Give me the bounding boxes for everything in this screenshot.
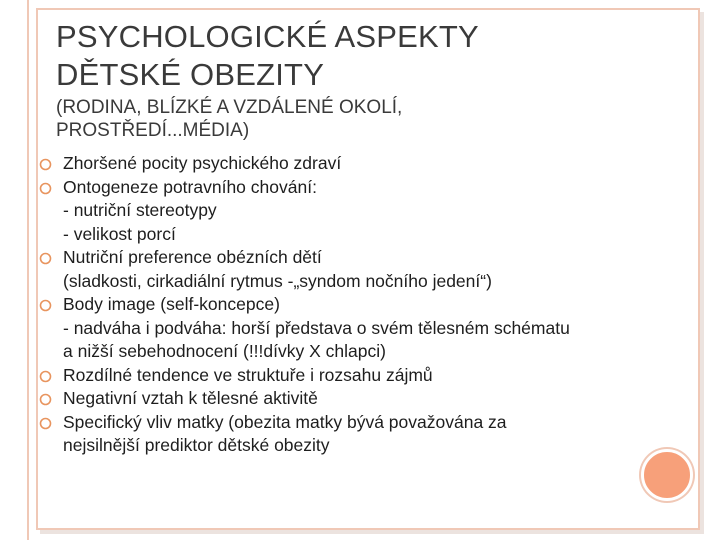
slide-title (56, 18, 676, 94)
bullet-2-line-3: - velikost porcí (63, 223, 176, 244)
circle-outline-icon (39, 299, 52, 312)
bullet-item-5 (36, 364, 666, 388)
bullet-item-7 (36, 411, 666, 458)
circle-outline-icon (39, 393, 52, 406)
bullet-4-line-2: - nadváha i podváha: horší představa o svém tělesném schématu (63, 317, 570, 338)
circle-outline-icon (39, 417, 52, 430)
bullet-4-line-1: Body image (self-koncepce) (63, 294, 280, 314)
circle-outline-icon (39, 252, 52, 265)
bullet-item-4 (36, 293, 666, 364)
bullet-item-2 (36, 176, 666, 247)
subtitle-line-1: (RODINA, BLÍZKÉ A VZDÁLENÉ OKOLÍ, (56, 97, 403, 118)
title-line-1: PSYCHOLOGICKÉ ASPEKTY (56, 19, 479, 54)
bullet-3-line-1: Nutriční preference obézních dětí (63, 247, 322, 267)
slide-subtitle (56, 96, 676, 142)
bullet-list (36, 152, 666, 458)
decorative-circle (641, 449, 693, 501)
bullet-3-line-2: (sladkosti, cirkadiální rytmus -„syndom nočního jedení“) (63, 270, 492, 291)
bullet-item-6 (36, 387, 666, 411)
bullet-5-line-1: Rozdílné tendence ve struktuře i rozsahu zájmů (63, 364, 433, 385)
bullet-4-line-3: a nižší sebehodnocení (!!!dívky X chlapci) (63, 341, 386, 361)
circle-outline-icon (39, 370, 52, 383)
bullet-2-line-2: - nutriční stereotypy (63, 200, 217, 220)
bullet-6-line-1: Negativní vztah k tělesné aktivitě (63, 388, 318, 408)
circle-outline-icon (39, 182, 52, 195)
bullet-item-1 (36, 152, 666, 176)
title-line-2: DĚTSKÉ OBEZITY (56, 57, 325, 92)
bullet-7-line-2: nejsilnější prediktor dětské obezity (63, 435, 330, 455)
bullet-item-3 (36, 246, 666, 293)
circle-outline-icon (39, 158, 52, 171)
subtitle-line-2: PROSTŘEDÍ...MÉDIA) (56, 120, 250, 141)
left-decor-rule (27, 0, 29, 540)
bullet-2-line-1: Ontogeneze potravního chování: (63, 176, 317, 197)
bullet-7-line-1: Specifický vliv matky (obezita matky bývá považována za (63, 411, 507, 432)
bullet-1-line-1: Zhoršené pocity psychického zdraví (63, 153, 342, 173)
